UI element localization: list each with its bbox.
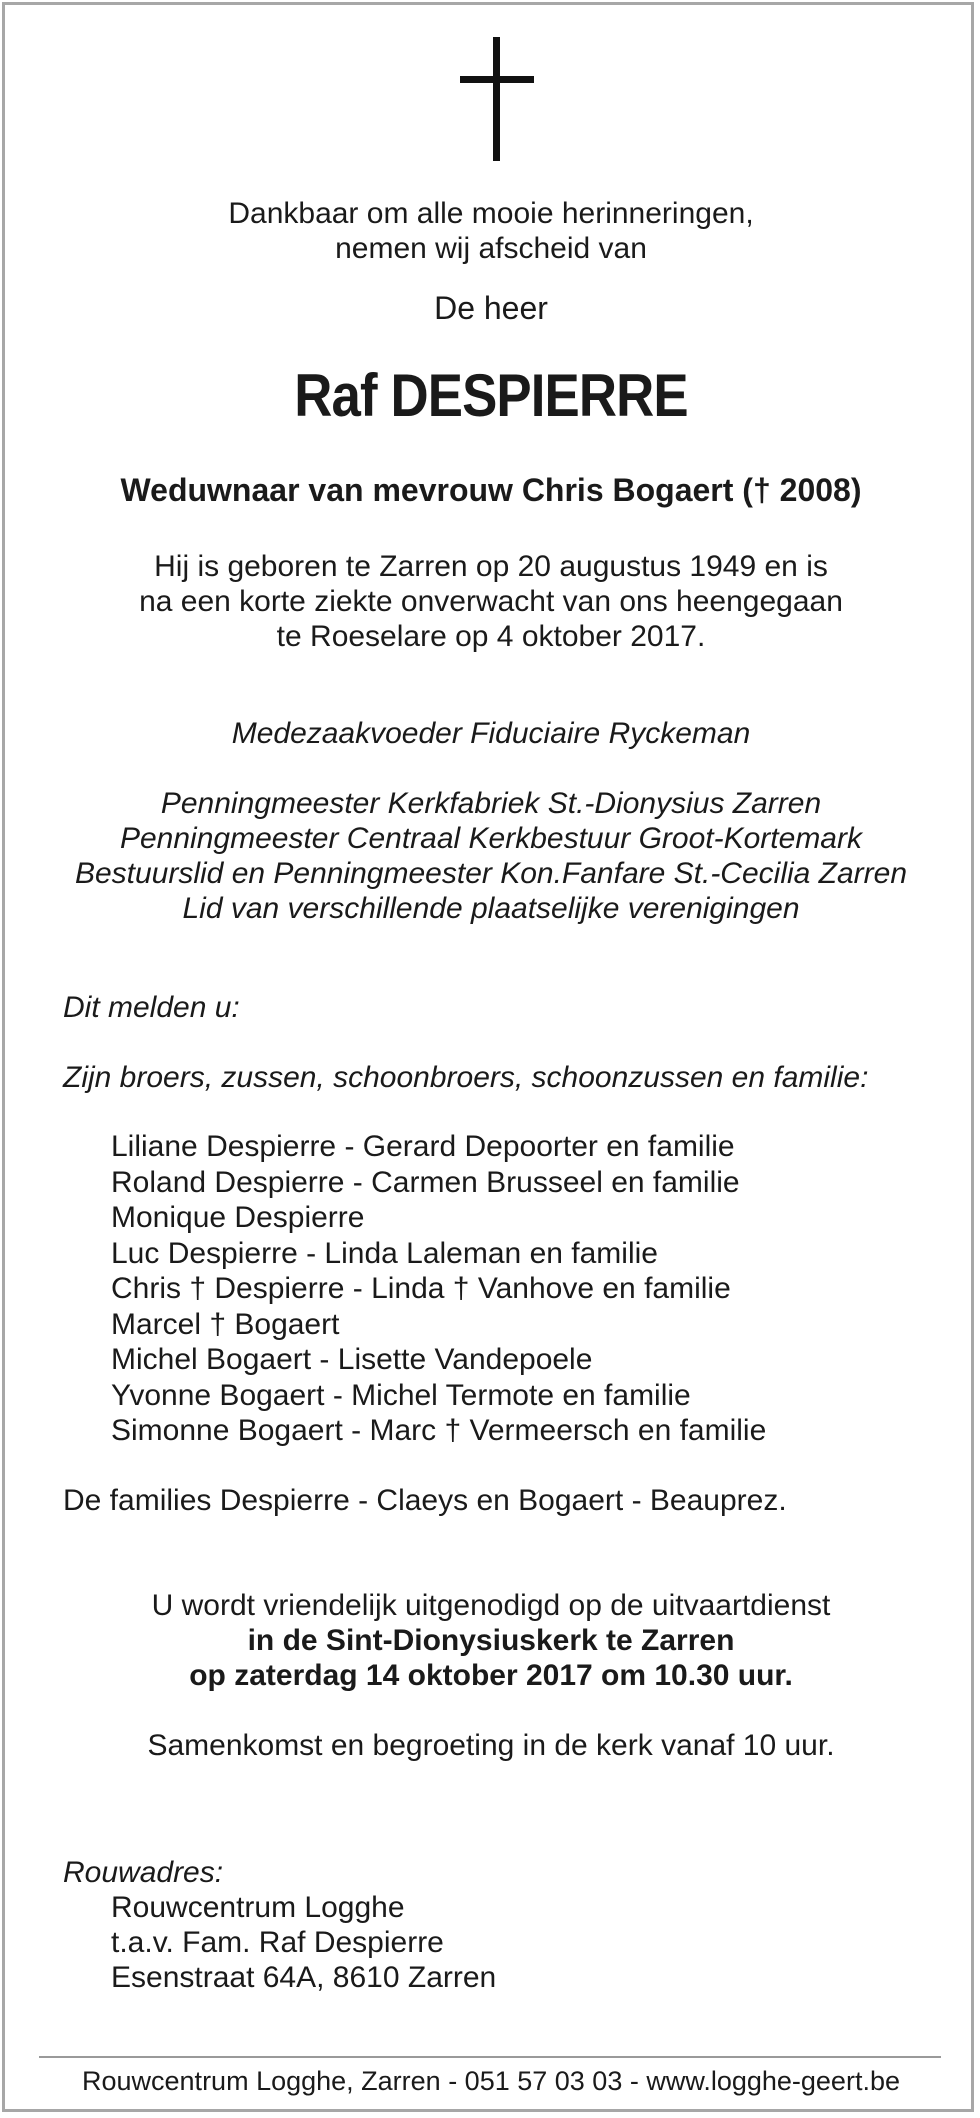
family-member: Roland Despierre - Carmen Brusseel en familie [111, 1165, 740, 1199]
obituary-card [2, 2, 974, 2112]
family-heading: Zijn broers, zussen, schoonbroers, schoonzussen en familie: [63, 1061, 869, 1094]
role-4: Lid van verschillende plaatselijke verenigingen [182, 892, 800, 925]
family-member: Marcel † Bogaert [111, 1307, 340, 1341]
deceased-name: Raf DESPIERRE [294, 362, 688, 429]
gathering-line: Samenkomst en begroeting in de kerk vanaf 10 uur. [147, 1729, 835, 1762]
family-member: Liliane Despierre - Gerard Depoorter en familie [111, 1130, 735, 1163]
family-member: Monique Despierre [111, 1201, 365, 1234]
salutation: De heer [434, 290, 548, 326]
family-member: Simonne Bogaert - Marc † Vermeersch en familie [111, 1414, 767, 1447]
role-3: Bestuurslid en Penningmeester Kon.Fanfare St.-Cecilia Zarren [74, 857, 908, 890]
role-2: Penningmeester Centraal Kerkbestuur Groot-Kortemark [119, 822, 862, 855]
intro-line-2: nemen wij afscheid van [335, 232, 647, 265]
occupation: Medezaakvoeder Fiduciaire Ryckeman [231, 717, 751, 750]
family-member: Yvonne Bogaert - Michel Termote en familie [111, 1378, 691, 1412]
cross-icon [460, 37, 534, 161]
biography-line-2: na een korte ziekte onverwacht van ons heengegaan [139, 585, 843, 618]
intro-line-1: Dankbaar om alle mooie herinneringen, [228, 197, 754, 230]
announcement-intro: Dit melden u: [63, 991, 240, 1024]
family-member: Michel Bogaert - Lisette Vandepoele [111, 1343, 593, 1376]
invitation-church: in de Sint-Dionysiuskerk te Zarren [247, 1624, 735, 1657]
families-line: De families Despierre - Claeys en Bogaert - Beauprez. [63, 1484, 787, 1517]
family-list [111, 1129, 766, 1449]
family-member: Chris † Despierre - Linda † Vanhove en familie [111, 1272, 731, 1305]
widower-line: Weduwnaar van mevrouw Chris Bogaert († 2008) [120, 472, 862, 508]
biography-line-3: te Roeselare op 4 oktober 2017. [276, 620, 706, 653]
family-member: Luc Despierre - Linda Laleman en familie [111, 1236, 658, 1270]
invitation-line-1: U wordt vriendelijk uitgenodigd op de uitvaartdienst [151, 1589, 831, 1622]
footer-divider [39, 2056, 941, 2058]
role-1: Penningmeester Kerkfabriek St.-Dionysius Zarren [160, 787, 822, 820]
footer-text: Rouwcentrum Logghe, Zarren - 051 57 03 03 - www.logghe-geert.be [82, 2066, 900, 2096]
biography-line-1: Hij is geboren te Zarren op 20 augustus 1949 en is [154, 550, 828, 583]
address-line-2: t.a.v. Fam. Raf Despierre [111, 1926, 444, 1959]
address-line-1: Rouwcentrum Logghe [111, 1891, 405, 1924]
address-line-3: Esenstraat 64A, 8610 Zarren [111, 1961, 497, 1994]
address-label: Rouwadres: [63, 1856, 224, 1889]
invitation-datetime: op zaterdag 14 oktober 2017 om 10.30 uur. [189, 1659, 793, 1692]
